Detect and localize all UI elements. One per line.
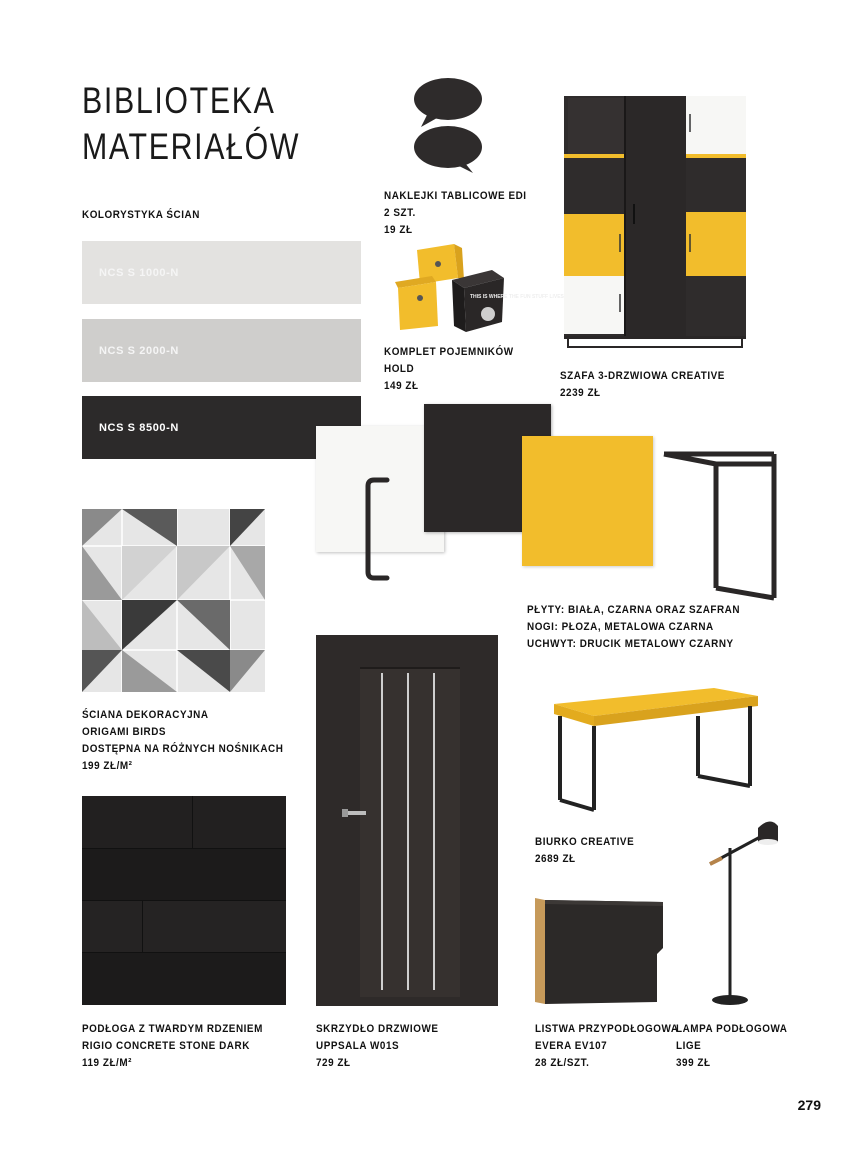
wardrobe-label: SZAFA 3-DRZWIOWA CREATIVE 2239 ZŁ — [560, 370, 725, 399]
door-label: SKRZYDŁO DRZWIOWE UPPSALA W01S 729 ZŁ — [316, 1023, 439, 1069]
desk-label: BIURKO CREATIVE 2689 ZŁ — [535, 836, 635, 865]
wardrobe-image — [560, 94, 750, 352]
box-print-text: THIS IS WHERE THE FUN STUFF LIVES — [470, 294, 564, 300]
metal-runner-leg-image — [660, 448, 780, 604]
storage-boxes-image — [392, 240, 564, 335]
stickers-label: NAKLEJKI TABLICOWE EDI 2 SZT. 19 ZŁ — [384, 190, 527, 236]
materials-label: PŁYTY: BIAŁA, CZARNA ORAZ SZAFRAN NOGI: PŁOZA, METALOWA CZARNA UCHWYT: DRUCIK METALOWY CZARNY — [527, 604, 741, 650]
creative-desk-image — [548, 682, 763, 822]
swatch-ncs-8500: NCS S 8500-N — [82, 396, 361, 459]
boxes-label: KOMPLET POJEMNIKÓW HOLD 149 ZŁ — [384, 346, 514, 392]
concrete-floor-image — [82, 796, 286, 1005]
wire-handle-image — [360, 476, 392, 584]
wallpaper-label: ŚCIANA DEKORACYJNA ORIGAMI BIRDS DOSTĘPNA NA RÓŻNYCH NOŚNIKACH 199 ZŁ/M² — [82, 709, 284, 772]
skirting-label: LISTWA PRZYPODŁOGOWA EVERA EV107 28 ZŁ/SZT. — [535, 1023, 679, 1069]
swatch-ncs-2000: NCS S 2000-N — [82, 319, 361, 382]
swatch-ncs-1000: NCS S 1000-N — [82, 241, 361, 304]
uppsala-door-image — [316, 635, 498, 1006]
wall-colors-heading: KOLORYSTYKA ŚCIAN — [82, 209, 200, 221]
lamp-label: LAMPA PODŁOGOWA LIGE 399 ZŁ — [676, 1023, 788, 1069]
page-number: 279 — [797, 1097, 821, 1113]
floor-lamp-image — [700, 812, 786, 1008]
origami-wallpaper-image — [82, 509, 265, 692]
chalkboard-stickers-image — [405, 75, 490, 175]
page-title: BIBLIOTEKA MATERIAŁÓW — [82, 80, 301, 167]
floor-label: PODŁOGA Z TWARDYM RDZENIEM RIGIO CONCRETE STONE DARK 119 ZŁ/M² — [82, 1023, 263, 1069]
skirting-board-image — [535, 898, 667, 1008]
saffron-board-sample — [522, 436, 653, 566]
